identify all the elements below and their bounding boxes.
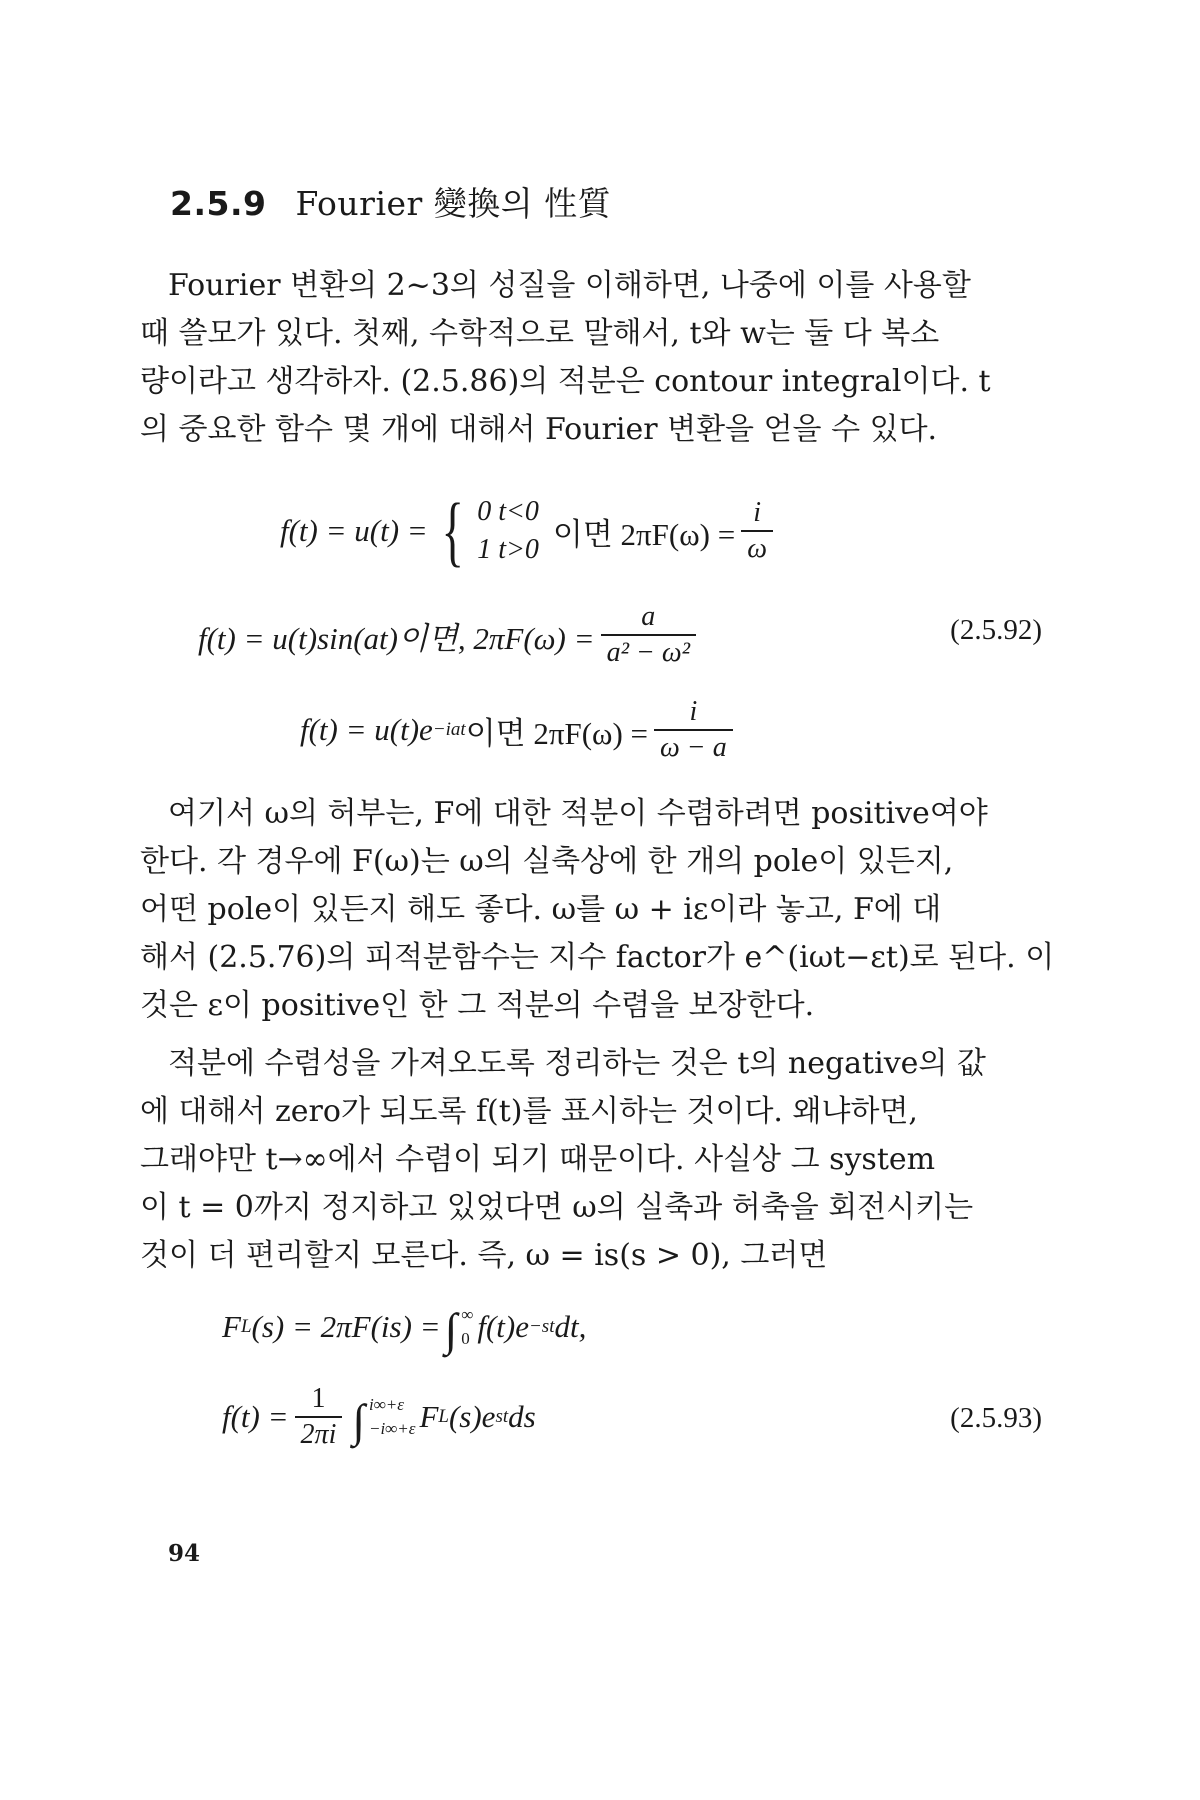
integrand: f(t)e bbox=[477, 1308, 529, 1344]
exponent: st bbox=[495, 1406, 509, 1427]
section-heading bbox=[170, 178, 611, 225]
integral-limits bbox=[461, 1303, 473, 1351]
eq1-mid: 이면 2πF(ω) = bbox=[552, 516, 736, 552]
lower-limit: −i∞+ε bbox=[368, 1419, 416, 1438]
eq5-lhs: f(t) = bbox=[222, 1399, 289, 1434]
denominator: 2πi bbox=[295, 1416, 343, 1452]
equation-unit-step bbox=[280, 487, 779, 574]
eq4-lhs-rest: (s) = 2πF(is) = bbox=[251, 1308, 441, 1344]
numerator: a bbox=[641, 601, 656, 632]
equation-exponential bbox=[300, 695, 739, 765]
eq2-lhs: f(t) = u(t)sin(at)이면, 2πF(ω) = bbox=[198, 620, 595, 656]
denominator: ω bbox=[741, 530, 773, 566]
numerator: i bbox=[689, 696, 698, 727]
exponent: −st bbox=[528, 1315, 555, 1337]
subscript: L bbox=[240, 1315, 252, 1337]
text-line: 적분에 수렴성을 가져오도록 정리하는 것은 t의 negative의 값 bbox=[168, 1046, 986, 1081]
fraction bbox=[601, 600, 696, 670]
fraction bbox=[741, 496, 773, 566]
case-line: 0 t<0 bbox=[477, 496, 539, 527]
denominator: ω − a bbox=[654, 729, 733, 765]
fraction bbox=[654, 695, 733, 765]
convergence-paragraph bbox=[140, 790, 1055, 1030]
upper-limit: i∞+ε bbox=[368, 1395, 404, 1414]
text-line: 이 t = 0까지 정지하고 있었다면 ω의 실축과 허축을 회전시키는 bbox=[140, 1190, 974, 1225]
laplace-paragraph bbox=[140, 1040, 1040, 1280]
text-line: 한다. 각 경우에 F(ω)는 ω의 실축상에 한 개의 pole이 있든지, bbox=[140, 844, 954, 879]
fraction bbox=[295, 1382, 343, 1452]
subscript: L bbox=[438, 1406, 449, 1427]
integrand-rest: (s)e bbox=[448, 1399, 496, 1434]
piecewise-cases bbox=[477, 493, 539, 569]
integral-limits bbox=[369, 1393, 415, 1441]
eq3-lhs: f(t) = u(t)e bbox=[300, 712, 433, 747]
text-line: 에 대해서 zero가 되도록 f(t)를 표시하는 것이다. 왜냐하면, bbox=[140, 1094, 918, 1129]
equation-label: (2.5.93) bbox=[950, 1402, 1042, 1434]
section-title: Fourier 變換의 性質 bbox=[295, 184, 612, 223]
text-line: 것은 ε이 positive인 한 그 적분의 수렴을 보장한다. bbox=[140, 988, 815, 1023]
section-number: 2.5.9 bbox=[170, 184, 267, 223]
eq3-mid: 이면 2πF(ω) = bbox=[465, 715, 649, 751]
text-line: Fourier 변환의 2~3의 성질을 이해하면, 나중에 이를 사용할 bbox=[168, 268, 971, 303]
text-line: 량이라고 생각하자. (2.5.86)의 적분은 contour integral이다. t bbox=[140, 364, 991, 399]
text-line: 해서 (2.5.76)의 피적분함수는 지수 factor가 e^(iωt−εt)로 된다. 이 bbox=[140, 940, 1055, 975]
brace-icon: { bbox=[441, 487, 464, 574]
lower-limit: 0 bbox=[461, 1328, 470, 1348]
integrand: F bbox=[419, 1399, 439, 1434]
differential: dt, bbox=[554, 1308, 587, 1344]
equation-sine bbox=[198, 600, 702, 670]
equation-laplace-forward bbox=[222, 1300, 586, 1353]
text-line: 어떤 pole이 있든지 해도 좋다. ω를 ω + iε이라 놓고, F에 대 bbox=[140, 892, 942, 927]
integral-icon: ∫ bbox=[352, 1394, 365, 1446]
differential: ds bbox=[508, 1399, 536, 1434]
numerator: i bbox=[753, 497, 761, 528]
text-line: 것이 더 편리할지 모른다. 즉, ω = is(s > 0), 그러면 bbox=[140, 1238, 828, 1273]
denominator: a² − ω² bbox=[601, 634, 696, 670]
text-line: 때 쓸모가 있다. 첫째, 수학적으로 말해서, t와 w는 둘 다 복소 bbox=[140, 316, 940, 351]
page-number: 94 bbox=[168, 1540, 201, 1567]
text-line: 의 중요한 함수 몇 개에 대해서 Fourier 변환을 얻을 수 있다. bbox=[140, 412, 938, 447]
eq1-lhs: f(t) = u(t) = bbox=[280, 513, 428, 548]
text-line: 여기서 ω의 허부는, F에 대한 적분이 수렴하려면 positive여야 bbox=[168, 796, 988, 831]
exponent: −iat bbox=[432, 719, 466, 740]
numerator: 1 bbox=[311, 1383, 326, 1414]
integral-icon: ∫ bbox=[444, 1304, 458, 1355]
eq4-lhs: F bbox=[222, 1308, 241, 1344]
text-line: 그래야만 t→∞에서 수렴이 되기 때문이다. 사실상 그 system bbox=[140, 1142, 936, 1177]
case-line: 1 t>0 bbox=[477, 534, 539, 565]
equation-laplace-inverse bbox=[222, 1382, 536, 1452]
upper-limit: ∞ bbox=[461, 1304, 474, 1324]
equation-label: (2.5.92) bbox=[950, 614, 1042, 646]
intro-paragraph bbox=[140, 262, 1040, 454]
